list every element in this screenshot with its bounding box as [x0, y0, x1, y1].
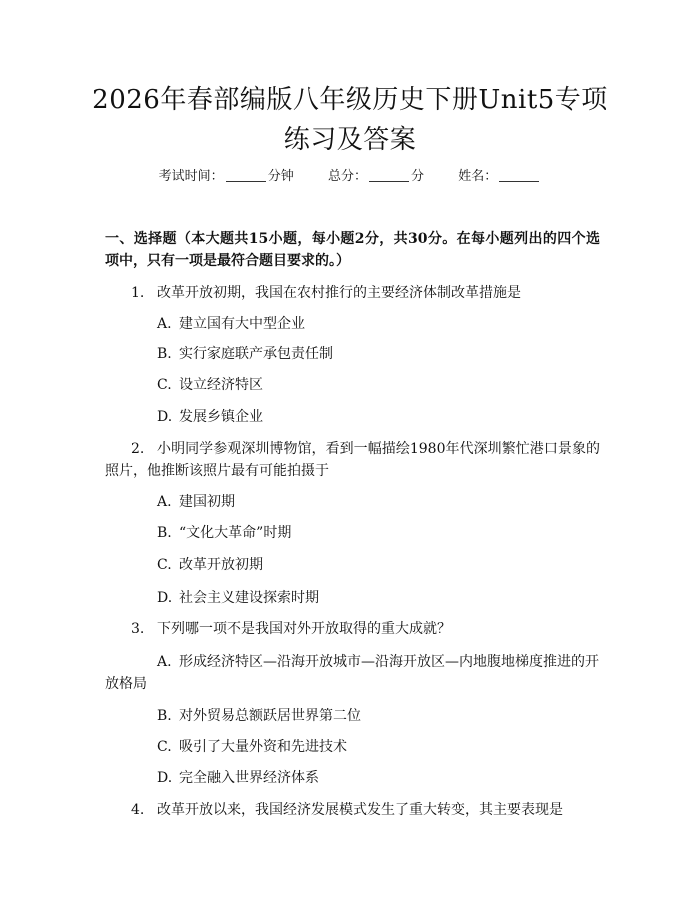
exam-meta-line [0, 167, 700, 187]
q1-option-d [157, 406, 600, 428]
option-text: 对外贸易总额跃居世界第二位 [179, 708, 361, 724]
question-number: 1. [131, 285, 145, 301]
q3-option-a [105, 651, 600, 695]
option-letter: C. [157, 557, 172, 573]
option-text: 实行家庭联产承包责任制 [179, 346, 333, 362]
option-letter: A. [157, 654, 172, 670]
q3-option-c [157, 736, 600, 758]
option-letter: D. [157, 590, 173, 606]
question-text: 改革开放初期，我国在农村推行的主要经济体制改革措施是 [157, 285, 521, 301]
q1-option-c [157, 374, 600, 396]
question-3 [105, 618, 600, 640]
question-number: 2. [131, 441, 145, 457]
option-text: 设立经济特区 [179, 377, 263, 393]
q2-option-d [157, 587, 600, 609]
q2-option-b [157, 522, 600, 544]
option-text: 改革开放初期 [179, 557, 263, 573]
option-letter: B. [157, 525, 172, 541]
section-heading: 一、选择题（本大题共15小题，每小题2分，共30分。在每小题列出的四个选项中，只有一项是最符合题目要求的。） [105, 231, 600, 269]
question-text: 小明同学参观深圳博物馆，看到一幅描绘1980年代深圳繁忙港口景象的照片，他推断该照片最有可能拍摄于 [105, 441, 600, 479]
time-label: 考试时间： [158, 169, 224, 184]
question-1 [105, 282, 600, 304]
option-text: 建立国有大中型企业 [179, 316, 305, 332]
time-blank [226, 169, 266, 182]
score-label: 总分： [327, 169, 367, 184]
option-text: 吸引了大量外资和先进技术 [179, 739, 347, 755]
question-text: 下列哪一项不是我国对外开放取得的重大成就？ [157, 621, 451, 637]
question-number: 4. [131, 802, 145, 818]
option-text: 形成经济特区—沿海开放城市—沿海开放区—内地腹地梯度推进的开放格局 [105, 654, 599, 692]
q3-option-b [157, 705, 600, 727]
option-text: 建国初期 [179, 494, 235, 510]
option-letter: B. [157, 708, 172, 724]
option-text: 社会主义建设探索时期 [179, 590, 319, 606]
time-unit: 分钟 [267, 169, 294, 184]
option-letter: A. [157, 316, 172, 332]
q2-option-a [157, 491, 600, 513]
question-text: 改革开放以来，我国经济发展模式发生了重大转变，其主要表现是 [157, 802, 563, 818]
q1-option-b [157, 343, 600, 365]
option-text: “文化大革命”时期 [179, 525, 292, 541]
name-label: 姓名： [458, 169, 498, 184]
question-number: 3. [131, 621, 145, 637]
q2-option-c [157, 554, 600, 576]
q3-option-d [157, 767, 600, 789]
option-text: 发展乡镇企业 [179, 409, 263, 425]
option-text: 完全融入世界经济体系 [179, 770, 319, 786]
document-title: 2026年春部编版八年级历史下册Unit5专项练习及答案 [92, 85, 608, 155]
q1-option-a [157, 313, 600, 335]
score-unit: 分 [411, 169, 425, 184]
option-letter: D. [157, 770, 173, 786]
name-blank [499, 169, 539, 182]
option-letter: A. [157, 494, 172, 510]
question-4 [105, 799, 600, 821]
score-blank [369, 169, 409, 182]
option-letter: C. [157, 739, 172, 755]
option-letter: D. [157, 409, 173, 425]
option-letter: C. [157, 377, 172, 393]
question-2 [105, 438, 600, 482]
option-letter: B. [157, 346, 172, 362]
